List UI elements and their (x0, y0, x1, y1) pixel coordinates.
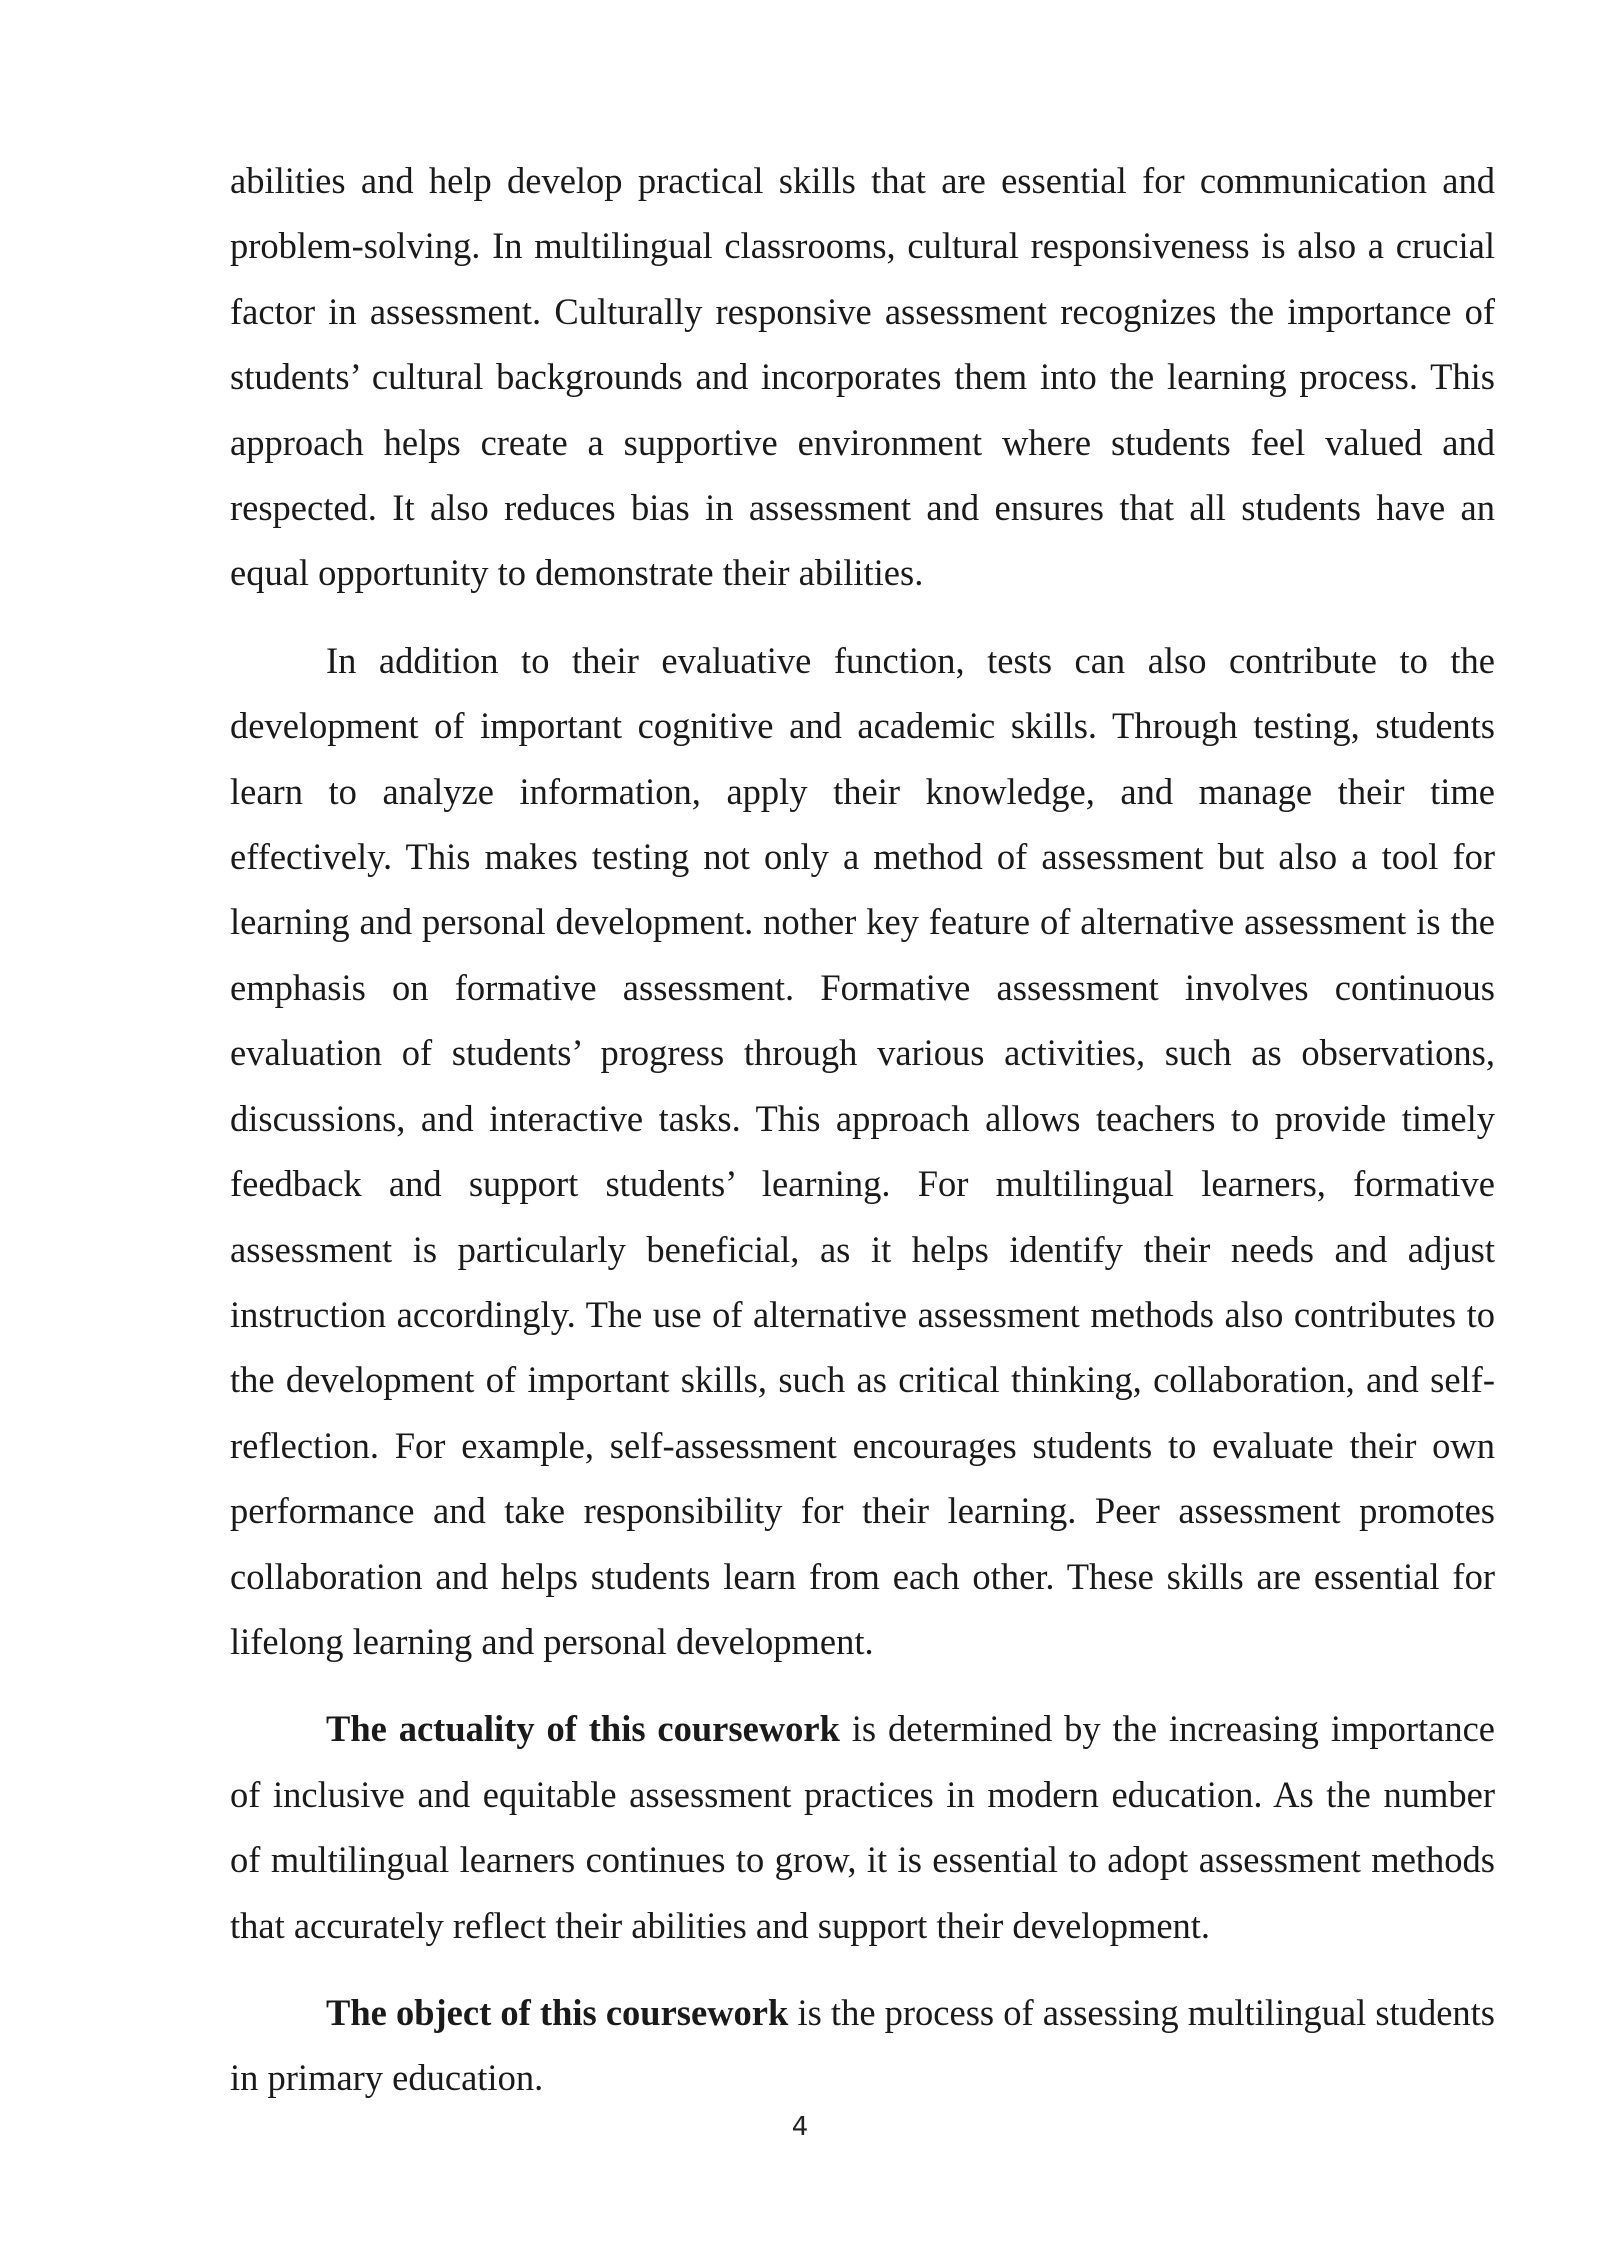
page-number: 4 (791, 2112, 809, 2142)
actuality-heading: The actuality of this coursework (326, 1708, 840, 1750)
paragraph-text: is determined by the increasing importance of inclusive and equitable assessment practices in modern education. As the number of multilingual learners continues to grow, it is essential to adopt assessment methods that accurately reflect their abilities and support their development. (230, 1708, 1495, 1946)
paragraph-text: In addition to their evaluative function, tests can also contribute to the development of important cognitive and academic skills. Through testing, students learn to analyze information, apply their knowledge, and manage their time effectively. This makes testing not only a method of assessment but also a tool for learning and personal development. nother key feature of alternative assessment is the emphasis on formative assessment. Formative assessment involves continuous evaluation of students’ progress through various activities, such as observations, discussions, and interactive tasks. This approach allows teachers to provide timely feedback and support students’ learning. For multilingual learners, formative assessment is particularly beneficial, as it helps identify their needs and adjust instruction accordingly. The use of alternative assessment methods also contributes to the development of important skills, such as critical thinking, collaboration, and self-reflection. For example, self-assessment encourages students to evaluate their own performance and take responsibility for their learning. Peer assessment promotes collaboration and helps students learn from each other. These skills are essential for lifelong learning and personal development. (230, 639, 1495, 1662)
paragraph-object (230, 1980, 1495, 2111)
paragraph-cultural-responsiveness (230, 148, 1495, 606)
paragraph-text: abilities and help develop practical skills that are essential for communication and problem-solving. In multilingual classrooms, cultural responsiveness is also a crucial factor in assessment. Culturally responsive assessment recognizes the importance of students’ cultural backgrounds and incorporates them into the learning process. This approach helps create a supportive environment where students feel valued and respected. It also reduces bias in assessment and ensures that all students have an equal opportunity to demonstrate their abilities. (230, 160, 1495, 594)
body-text (230, 148, 1495, 2133)
paragraph-text: is the process of assessing multilingual students in primary education. (230, 1991, 1495, 2099)
paragraph-actuality (230, 1696, 1495, 1958)
paragraph-tests-and-formative-assessment (230, 628, 1495, 1675)
object-heading: The object of this coursework (326, 1991, 789, 2033)
